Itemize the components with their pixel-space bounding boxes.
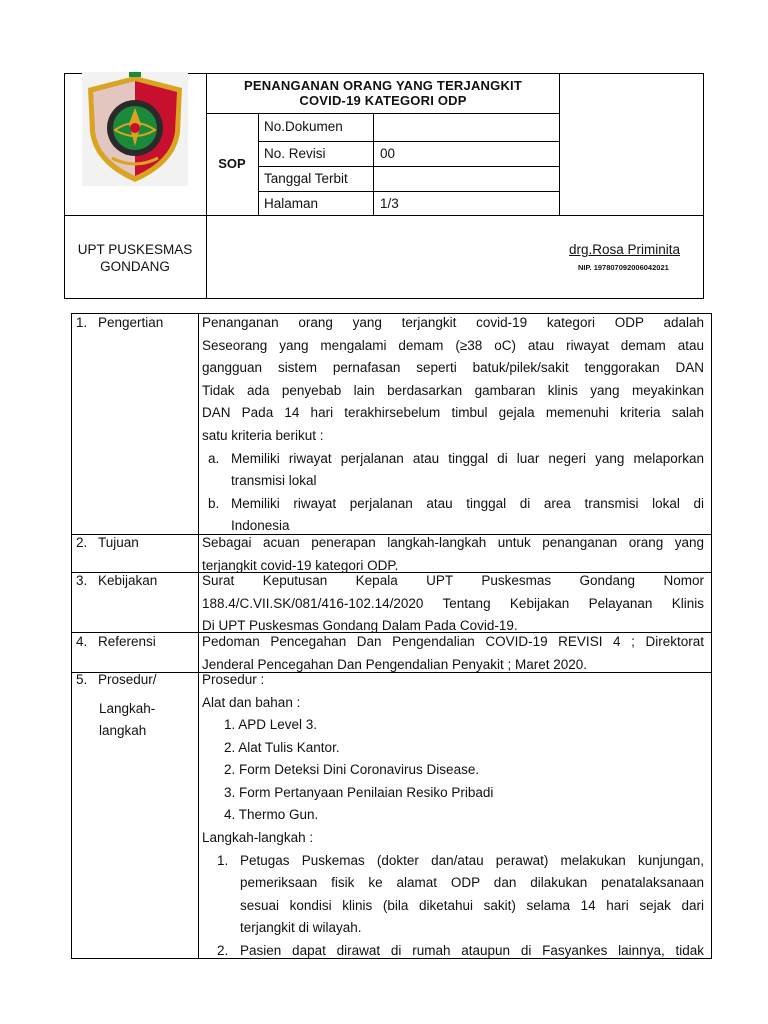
header-divider-h2 bbox=[258, 141, 559, 142]
step-1-line: pemeriksaan fisik ke alamat ODP dan dilakukan penatalaksanaan bbox=[240, 875, 704, 890]
tujuan-line: Sebagai acuan penerapan langkah-langkah untuk penanganan orang yang bbox=[202, 535, 704, 550]
header-divider-h1 bbox=[206, 113, 559, 114]
meta-label-revision: No. Revisi bbox=[264, 146, 326, 161]
tool-item: 4. Thermo Gun. bbox=[224, 807, 319, 822]
signer-name: drg.Rosa Priminita bbox=[569, 242, 681, 257]
unit-name bbox=[64, 241, 206, 275]
header-divider-h5 bbox=[64, 215, 704, 216]
criteria-item-b-line1: Memiliki riwayat perjalanan atau tinggal di area transmisi lokal di bbox=[231, 496, 704, 511]
tool-item: 2. Form Deteksi Dini Coronavirus Disease. bbox=[224, 762, 480, 777]
unit-name-line1: UPT PUSKESMAS bbox=[77, 242, 193, 257]
tools-heading: Alat dan bahan : bbox=[202, 695, 301, 710]
criteria-item-a-line2: transmisi lokal bbox=[231, 473, 317, 488]
section-label-kebijakan bbox=[76, 570, 157, 593]
prosedur-heading: Prosedur : bbox=[202, 672, 265, 687]
pengertian-line: satu kriteria berikut : bbox=[202, 427, 324, 443]
criteria-item-a-line1: Memiliki riwayat perjalanan atau tinggal di luar negeri yang melaporkan bbox=[231, 451, 704, 466]
header-divider-h3 bbox=[258, 166, 559, 167]
sop-label: SOP bbox=[218, 156, 246, 171]
tujuan-line: terjangkit covid-19 kategori ODP. bbox=[202, 557, 399, 573]
meta-label-page: Halaman bbox=[264, 196, 319, 211]
section-label-prosedur-line3: langkah bbox=[99, 723, 147, 738]
signer-nip: NIP. 197807092006042021 bbox=[578, 263, 669, 272]
step-1-line: terjangkit di wilayah. bbox=[240, 920, 362, 935]
step-2-line: Pasien dapat dirawat di rumah ataupun di Fasyankes lainnya, tidak bbox=[240, 943, 704, 958]
pengertian-line: Penanganan orang yang terjangkit covid-19 kategori ODP adalah bbox=[202, 315, 704, 330]
tool-item: 1. APD Level 3. bbox=[224, 717, 318, 732]
kebijakan-line: Di UPT Puskesmas Gondang Dalam Pada Covid-19. bbox=[202, 618, 518, 633]
section-number: 3. bbox=[76, 573, 88, 588]
criteria-item-b-line2: Indonesia bbox=[231, 518, 290, 533]
section-title: Kebijakan bbox=[98, 573, 158, 588]
section-label-referensi bbox=[76, 631, 156, 654]
criteria-item-b-marker: b. bbox=[208, 496, 220, 511]
content-column-divider bbox=[198, 313, 199, 959]
meta-label-issue-date: Tanggal Terbit bbox=[264, 171, 348, 186]
document-title bbox=[206, 78, 560, 108]
regency-shield-logo-icon bbox=[82, 72, 188, 186]
meta-value-page: 1/3 bbox=[380, 196, 399, 211]
pengertian-line: Seseorang yang mengalami demam (≥38 oC) atau riwayat demam atau bbox=[202, 337, 704, 353]
header-divider-v3 bbox=[258, 113, 259, 215]
kebijakan-line: Surat Keputusan Kepala UPT Puskesmas Gondang Nomor bbox=[202, 573, 704, 588]
header-divider-v4 bbox=[373, 113, 374, 215]
section-number: 1. bbox=[76, 315, 88, 330]
tool-item: 2. Alat Tulis Kantor. bbox=[224, 740, 340, 755]
tool-item: 3. Form Pertanyaan Penilaian Resiko Pribadi bbox=[224, 785, 494, 800]
criteria-item-a-marker: a. bbox=[208, 451, 220, 466]
kebijakan-line: 188.4/C.VII.SK/081/416-102.14/2020 Tentang Kebijakan Pelayanan Klinis bbox=[202, 595, 704, 611]
section-title: Tujuan bbox=[98, 535, 139, 550]
section-title: Referensi bbox=[98, 634, 156, 649]
header-divider-h4 bbox=[258, 191, 559, 192]
section-number: 2. bbox=[76, 535, 88, 550]
section-title: Pengertian bbox=[98, 315, 164, 330]
document-title-line1: PENANGANAN ORANG YANG TERJANGKIT bbox=[244, 78, 522, 93]
step-1-line: Petugas Puskemas (dokter dan/atau perawat) melakukan kunjungan, bbox=[240, 853, 704, 868]
pengertian-line: gangguan sistem pernafasan seperti batuk/pilek/sakit tenggorakan DAN bbox=[202, 360, 704, 375]
document-title-line2: COVID-19 KATEGORI ODP bbox=[299, 93, 467, 108]
unit-name-line2: GONDANG bbox=[100, 259, 170, 274]
referensi-text bbox=[202, 631, 704, 676]
section-label-prosedur bbox=[76, 669, 157, 692]
meta-label-document-number: No.Dokumen bbox=[264, 119, 343, 134]
section-title: Prosedur/ bbox=[98, 672, 157, 687]
meta-value-revision: 00 bbox=[380, 146, 396, 161]
section-number: 4. bbox=[76, 634, 88, 649]
referensi-line: Pedoman Pencegahan Dan Pengendalian COVID-19 REVISI 4 ; Direktorat bbox=[202, 634, 704, 649]
section-label-tujuan bbox=[76, 532, 139, 555]
pengertian-text bbox=[202, 312, 704, 447]
steps-heading: Langkah-langkah : bbox=[202, 830, 314, 845]
section-label-pengertian bbox=[76, 312, 163, 335]
step-1-line: sesuai kondisi klinis (bila diketahui sakit) selama 14 hari sejak dari bbox=[240, 898, 704, 913]
step-2-marker: 2. bbox=[217, 943, 229, 958]
pengertian-line: Tidak ada penyebab lain berdasarkan gambaran klinis yang meyakinkan bbox=[202, 382, 704, 398]
kebijakan-text bbox=[202, 570, 704, 638]
step-1-marker: 1. bbox=[217, 853, 229, 868]
pengertian-line: DAN Pada 14 hari terakhirsebelum timbul gejala memenuhi kriteria salah bbox=[202, 405, 704, 420]
section-number: 5. bbox=[76, 672, 88, 687]
section-label-prosedur-line2: Langkah- bbox=[99, 701, 156, 716]
referensi-line: Jenderal Pencegahan Dan Pengendalian Penyakit ; Maret 2020. bbox=[202, 656, 588, 672]
